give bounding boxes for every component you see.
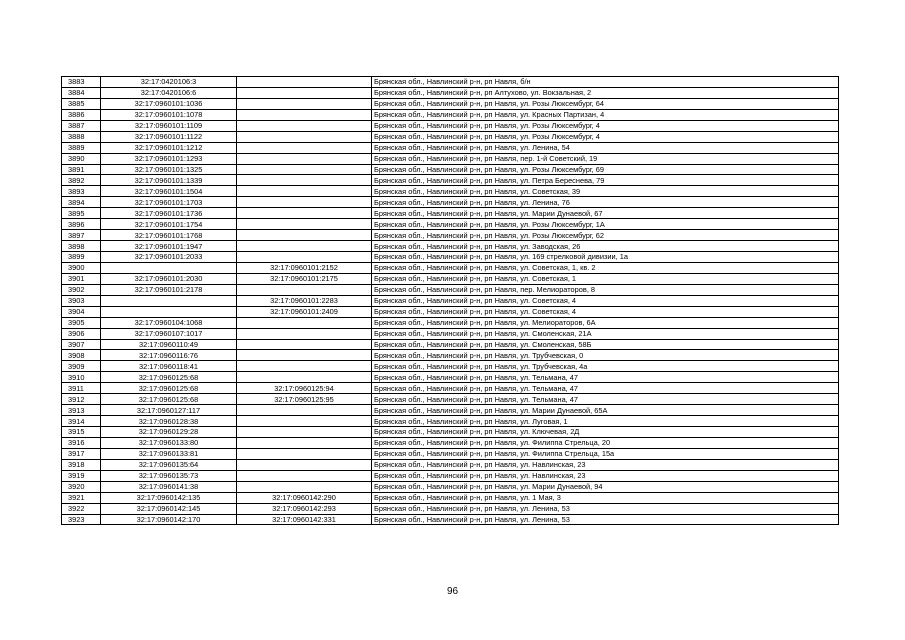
table-row xyxy=(62,383,839,394)
related-cadastral-number-cell: 32:17:0960101:2152 xyxy=(237,262,372,273)
table-row xyxy=(62,317,839,328)
table-row xyxy=(62,87,839,98)
address-cell: Брянская обл., Навлинский р-н, рп Навля, ул. 169 стрелковой дивизии, 1а xyxy=(372,252,839,263)
related-cadastral-number-cell xyxy=(237,437,372,448)
table-row xyxy=(62,77,839,88)
address-cell: Брянская обл., Навлинский р-н, рп Навля, ул. Красных Партизан, 4 xyxy=(372,109,839,120)
row-number-cell: 3902 xyxy=(62,284,101,295)
address-cell: Брянская обл., Навлинский р-н, рп Навля, ул. Луговая, 1 xyxy=(372,416,839,427)
table-row xyxy=(62,306,839,317)
address-cell: Брянская обл., Навлинский р-н, рп Навля, ул. Розы Люксембург, 64 xyxy=(372,98,839,109)
related-cadastral-number-cell: 32:17:0960142:293 xyxy=(237,503,372,514)
related-cadastral-number-cell: 32:17:0960101:2175 xyxy=(237,273,372,284)
cadastral-number-cell: 32:17:0960129:28 xyxy=(101,427,237,438)
cadastral-number-cell: 32:17:0960125:68 xyxy=(101,372,237,383)
cadastral-number-cell: 32:17:0960101:1504 xyxy=(101,186,237,197)
cadastral-number-cell: 32:17:0960125:68 xyxy=(101,383,237,394)
row-number-cell: 3915 xyxy=(62,427,101,438)
row-number-cell: 3919 xyxy=(62,470,101,481)
cadastral-number-cell xyxy=(101,306,237,317)
table-row xyxy=(62,284,839,295)
row-number-cell: 3898 xyxy=(62,241,101,252)
address-cell: Брянская обл., Навлинский р-н, рп Навля, ул. Розы Люксембург, 1А xyxy=(372,219,839,230)
related-cadastral-number-cell xyxy=(237,131,372,142)
cadastral-number-cell: 32:17:0960101:1736 xyxy=(101,208,237,219)
row-number-cell: 3916 xyxy=(62,437,101,448)
table-row xyxy=(62,120,839,131)
table-row xyxy=(62,361,839,372)
address-cell: Брянская обл., Навлинский р-н, рп Навля, пер. Мелиораторов, 8 xyxy=(372,284,839,295)
related-cadastral-number-cell xyxy=(237,481,372,492)
address-cell: Брянская обл., Навлинский р-н, рп Навля, ул. Петра Береснева, 79 xyxy=(372,175,839,186)
cadastral-number-cell: 32:17:0960101:1036 xyxy=(101,98,237,109)
row-number-cell: 3909 xyxy=(62,361,101,372)
table-row xyxy=(62,241,839,252)
address-cell: Брянская обл., Навлинский р-н, рп Навля, ул. Трубчевская, 4а xyxy=(372,361,839,372)
related-cadastral-number-cell xyxy=(237,350,372,361)
row-number-cell: 3887 xyxy=(62,120,101,131)
cadastral-number-cell: 32:17:0960107:1017 xyxy=(101,328,237,339)
address-cell: Брянская обл., Навлинский р-н, рп Навля, ул. Розы Люксембург, 69 xyxy=(372,164,839,175)
cadastral-number-cell: 32:17:0960101:1122 xyxy=(101,131,237,142)
address-cell: Брянская обл., Навлинский р-н, рп Навля, ул. Мелиораторов, 6А xyxy=(372,317,839,328)
page-number: 96 xyxy=(446,586,459,597)
table-row xyxy=(62,164,839,175)
address-cell: Брянская обл., Навлинский р-н, рп Навля, ул. Смоленская, 58Б xyxy=(372,339,839,350)
address-cell: Брянская обл., Навлинский р-н, рп Навля, ул. Ленина, 53 xyxy=(372,503,839,514)
table-row xyxy=(62,175,839,186)
table-row xyxy=(62,416,839,427)
cadastral-number-cell: 32:17:0960133:81 xyxy=(101,448,237,459)
table-row xyxy=(62,514,839,525)
related-cadastral-number-cell xyxy=(237,427,372,438)
row-number-cell: 3892 xyxy=(62,175,101,186)
table-row xyxy=(62,405,839,416)
address-cell: Брянская обл., Навлинский р-н, рп Навля, ул. Советская, 4 xyxy=(372,295,839,306)
table-row xyxy=(62,339,839,350)
related-cadastral-number-cell xyxy=(237,317,372,328)
related-cadastral-number-cell xyxy=(237,87,372,98)
related-cadastral-number-cell xyxy=(237,109,372,120)
address-cell: Брянская обл., Навлинский р-н, рп Навля, ул. Розы Люксембург, 4 xyxy=(372,120,839,131)
related-cadastral-number-cell xyxy=(237,252,372,263)
related-cadastral-number-cell xyxy=(237,459,372,470)
table-row xyxy=(62,131,839,142)
row-number-cell: 3907 xyxy=(62,339,101,350)
address-cell: Брянская обл., Навлинский р-н, рп Навля, ул. Ленина, 76 xyxy=(372,197,839,208)
address-cell: Брянская обл., Навлинский р-н, рп Навля, ул. Тельмана, 47 xyxy=(372,372,839,383)
row-number-cell: 3918 xyxy=(62,459,101,470)
row-number-cell: 3906 xyxy=(62,328,101,339)
address-cell: Брянская обл., Навлинский р-н, рп Навля, ул. Марии Дунаевой, 94 xyxy=(372,481,839,492)
table-row xyxy=(62,328,839,339)
row-number-cell: 3901 xyxy=(62,273,101,284)
row-number-cell: 3883 xyxy=(62,77,101,88)
address-cell: Брянская обл., Навлинский р-н, рп Навля, ул. Филиппа Стрельца, 15а xyxy=(372,448,839,459)
address-cell: Брянская обл., Навлинский р-н, рп Навля, ул. Марии Дунаевой, 65А xyxy=(372,405,839,416)
table-row xyxy=(62,394,839,405)
related-cadastral-number-cell: 32:17:0960101:2409 xyxy=(237,306,372,317)
row-number-cell: 3922 xyxy=(62,503,101,514)
cadastral-number-cell xyxy=(101,262,237,273)
cadastral-number-cell: 32:17:0960142:145 xyxy=(101,503,237,514)
related-cadastral-number-cell xyxy=(237,142,372,153)
row-number-cell: 3899 xyxy=(62,252,101,263)
address-cell: Брянская обл., Навлинский р-н, рп Навля, ул. Ленина, 54 xyxy=(372,142,839,153)
address-cell: Брянская обл., Навлинский р-н, рп Навля, ул. Тельмана, 47 xyxy=(372,383,839,394)
related-cadastral-number-cell xyxy=(237,197,372,208)
table-row xyxy=(62,230,839,241)
cadastral-number-cell: 32:17:0960135:64 xyxy=(101,459,237,470)
related-cadastral-number-cell: 32:17:0960101:2283 xyxy=(237,295,372,306)
address-cell: Брянская обл., Навлинский р-н, рп Навля, ул. Филиппа Стрельца, 20 xyxy=(372,437,839,448)
address-cell: Брянская обл., Навлинский р-н, рп Навля, ул. 1 Мая, 3 xyxy=(372,492,839,503)
row-number-cell: 3896 xyxy=(62,219,101,230)
row-number-cell: 3890 xyxy=(62,153,101,164)
table-row xyxy=(62,186,839,197)
cadastral-number-cell: 32:17:0960133:80 xyxy=(101,437,237,448)
row-number-cell: 3912 xyxy=(62,394,101,405)
table-row xyxy=(62,459,839,470)
table-row xyxy=(62,252,839,263)
related-cadastral-number-cell xyxy=(237,164,372,175)
address-cell: Брянская обл., Навлинский р-н, рп Навля, б/н xyxy=(372,77,839,88)
table-row xyxy=(62,273,839,284)
related-cadastral-number-cell xyxy=(237,175,372,186)
table-row xyxy=(62,153,839,164)
related-cadastral-number-cell xyxy=(237,328,372,339)
row-number-cell: 3891 xyxy=(62,164,101,175)
related-cadastral-number-cell xyxy=(237,284,372,295)
registry-table xyxy=(61,76,839,525)
address-cell: Брянская обл., Навлинский р-н, рп Навля, ул. Тельмана, 47 xyxy=(372,394,839,405)
related-cadastral-number-cell xyxy=(237,405,372,416)
table-row xyxy=(62,492,839,503)
table-row xyxy=(62,481,839,492)
related-cadastral-number-cell xyxy=(237,339,372,350)
table-row xyxy=(62,437,839,448)
address-cell: Брянская обл., Навлинский р-н, рп Навля, ул. Розы Люксембург, 62 xyxy=(372,230,839,241)
cadastral-number-cell: 32:17:0420106:6 xyxy=(101,87,237,98)
row-number-cell: 3908 xyxy=(62,350,101,361)
address-cell: Брянская обл., Навлинский р-н, рп Навля, ул. Ключевая, 2Д xyxy=(372,427,839,438)
table-row xyxy=(62,448,839,459)
related-cadastral-number-cell xyxy=(237,186,372,197)
cadastral-number-cell: 32:17:0960104:1068 xyxy=(101,317,237,328)
related-cadastral-number-cell xyxy=(237,219,372,230)
address-cell: Брянская обл., Навлинский р-н, рп Навля, ул. Советская, 1 xyxy=(372,273,839,284)
related-cadastral-number-cell xyxy=(237,372,372,383)
row-number-cell: 3885 xyxy=(62,98,101,109)
cadastral-number-cell: 32:17:0960142:135 xyxy=(101,492,237,503)
row-number-cell: 3913 xyxy=(62,405,101,416)
address-cell: Брянская обл., Навлинский р-н, рп Навля, ул. Ленина, 53 xyxy=(372,514,839,525)
table-row xyxy=(62,470,839,481)
table-row xyxy=(62,208,839,219)
cadastral-number-cell: 32:17:0960101:1293 xyxy=(101,153,237,164)
related-cadastral-number-cell xyxy=(237,208,372,219)
table-row xyxy=(62,262,839,273)
address-cell: Брянская обл., Навлинский р-н, рп Навля, ул. Советская, 39 xyxy=(372,186,839,197)
cadastral-number-cell: 32:17:0960101:1325 xyxy=(101,164,237,175)
table-row xyxy=(62,350,839,361)
cadastral-number-cell: 32:17:0960101:1109 xyxy=(101,120,237,131)
cadastral-number-cell: 32:17:0960101:1212 xyxy=(101,142,237,153)
cadastral-number-cell: 32:17:0960101:1703 xyxy=(101,197,237,208)
related-cadastral-number-cell xyxy=(237,470,372,481)
table-row xyxy=(62,109,839,120)
row-number-cell: 3884 xyxy=(62,87,101,98)
cadastral-number-cell xyxy=(101,295,237,306)
row-number-cell: 3914 xyxy=(62,416,101,427)
address-cell: Брянская обл., Навлинский р-н, рп Навля, ул. Розы Люксембург, 4 xyxy=(372,131,839,142)
cadastral-number-cell: 32:17:0960135:73 xyxy=(101,470,237,481)
related-cadastral-number-cell xyxy=(237,120,372,131)
row-number-cell: 3911 xyxy=(62,383,101,394)
address-cell: Брянская обл., Навлинский р-н, рп Навля, ул. Навлинская, 23 xyxy=(372,470,839,481)
address-cell: Брянская обл., Навлинский р-н, рп Навля, ул. Навлинская, 23 xyxy=(372,459,839,470)
cadastral-number-cell: 32:17:0960142:170 xyxy=(101,514,237,525)
related-cadastral-number-cell: 32:17:0960142:331 xyxy=(237,514,372,525)
related-cadastral-number-cell xyxy=(237,361,372,372)
related-cadastral-number-cell xyxy=(237,448,372,459)
row-number-cell: 3905 xyxy=(62,317,101,328)
registry-table-body xyxy=(62,77,839,525)
cadastral-number-cell: 32:17:0960118:41 xyxy=(101,361,237,372)
table-row xyxy=(62,98,839,109)
address-cell: Брянская обл., Навлинский р-н, рп Навля, ул. Советская, 1, кв. 2 xyxy=(372,262,839,273)
related-cadastral-number-cell xyxy=(237,230,372,241)
address-cell: Брянская обл., Навлинский р-н, рп Навля, ул. Трубчевская, 0 xyxy=(372,350,839,361)
table-row xyxy=(62,197,839,208)
row-number-cell: 3900 xyxy=(62,262,101,273)
table-row xyxy=(62,372,839,383)
row-number-cell: 3910 xyxy=(62,372,101,383)
cadastral-number-cell: 32:17:0960101:1768 xyxy=(101,230,237,241)
row-number-cell: 3886 xyxy=(62,109,101,120)
related-cadastral-number-cell xyxy=(237,416,372,427)
related-cadastral-number-cell xyxy=(237,98,372,109)
cadastral-number-cell: 32:17:0960128:38 xyxy=(101,416,237,427)
cadastral-number-cell: 32:17:0960110:49 xyxy=(101,339,237,350)
related-cadastral-number-cell xyxy=(237,153,372,164)
address-cell: Брянская обл., Навлинский р-н, рп Навля, ул. Смоленская, 21А xyxy=(372,328,839,339)
row-number-cell: 3923 xyxy=(62,514,101,525)
cadastral-number-cell: 32:17:0960141:38 xyxy=(101,481,237,492)
related-cadastral-number-cell xyxy=(237,241,372,252)
table-row xyxy=(62,427,839,438)
table-row xyxy=(62,295,839,306)
cadastral-number-cell: 32:17:0960101:2178 xyxy=(101,284,237,295)
row-number-cell: 3903 xyxy=(62,295,101,306)
address-cell: Брянская обл., Навлинский р-н, рп Навля, ул. Советская, 4 xyxy=(372,306,839,317)
row-number-cell: 3917 xyxy=(62,448,101,459)
cadastral-number-cell: 32:17:0960101:1947 xyxy=(101,241,237,252)
cadastral-number-cell: 32:17:0960101:2033 xyxy=(101,252,237,263)
address-cell: Брянская обл., Навлинский р-н, рп Навля, ул. Марии Дунаевой, 67 xyxy=(372,208,839,219)
cadastral-number-cell: 32:17:0960116:76 xyxy=(101,350,237,361)
row-number-cell: 3897 xyxy=(62,230,101,241)
row-number-cell: 3904 xyxy=(62,306,101,317)
table-row xyxy=(62,219,839,230)
cadastral-number-cell: 32:17:0960101:1078 xyxy=(101,109,237,120)
address-cell: Брянская обл., Навлинский р-н, рп Алтухово, ул. Вокзальная, 2 xyxy=(372,87,839,98)
row-number-cell: 3893 xyxy=(62,186,101,197)
row-number-cell: 3895 xyxy=(62,208,101,219)
cadastral-number-cell: 32:17:0960101:2030 xyxy=(101,273,237,284)
row-number-cell: 3888 xyxy=(62,131,101,142)
related-cadastral-number-cell: 32:17:0960125:95 xyxy=(237,394,372,405)
table-row xyxy=(62,142,839,153)
row-number-cell: 3889 xyxy=(62,142,101,153)
related-cadastral-number-cell: 32:17:0960142:290 xyxy=(237,492,372,503)
related-cadastral-number-cell xyxy=(237,77,372,88)
address-cell: Брянская обл., Навлинский р-н, рп Навля, пер. 1-й Советский, 19 xyxy=(372,153,839,164)
cadastral-number-cell: 32:17:0960101:1754 xyxy=(101,219,237,230)
row-number-cell: 3894 xyxy=(62,197,101,208)
related-cadastral-number-cell: 32:17:0960125:94 xyxy=(237,383,372,394)
cadastral-number-cell: 32:17:0960127:117 xyxy=(101,405,237,416)
row-number-cell: 3920 xyxy=(62,481,101,492)
cadastral-number-cell: 32:17:0960101:1339 xyxy=(101,175,237,186)
address-cell: Брянская обл., Навлинский р-н, рп Навля, ул. Заводская, 26 xyxy=(372,241,839,252)
row-number-cell: 3921 xyxy=(62,492,101,503)
cadastral-number-cell: 32:17:0960125:68 xyxy=(101,394,237,405)
cadastral-number-cell: 32:17:0420106:3 xyxy=(101,77,237,88)
table-row xyxy=(62,503,839,514)
